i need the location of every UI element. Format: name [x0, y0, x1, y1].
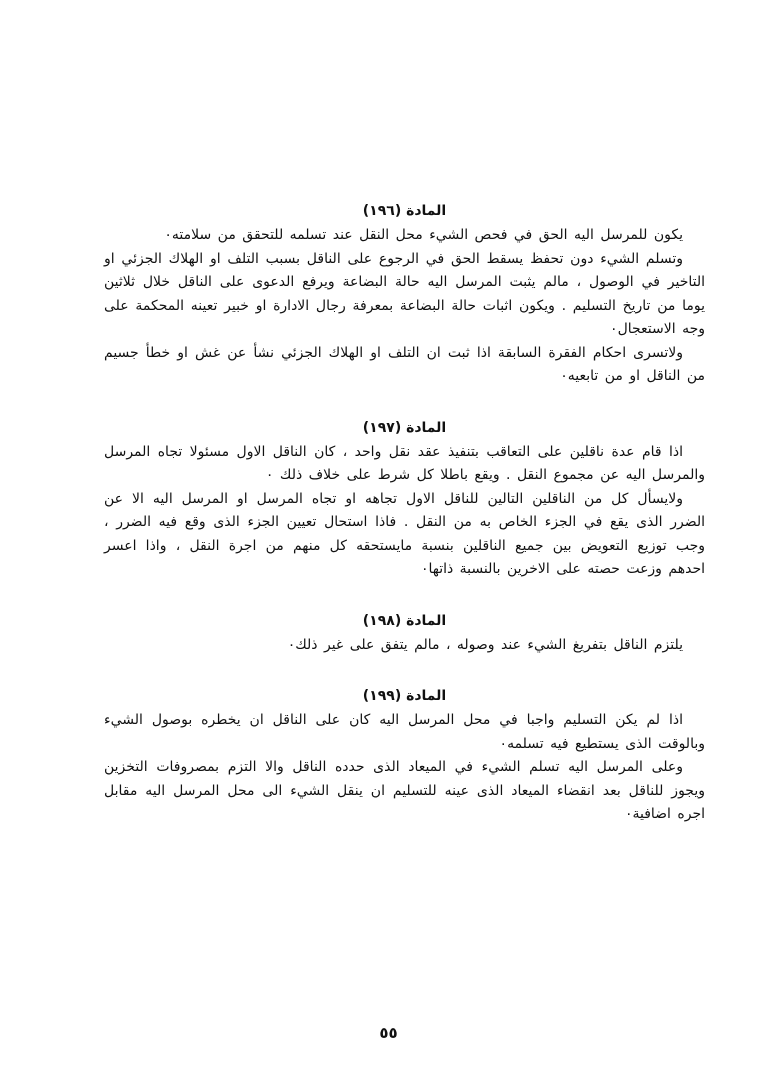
- article-paragraph: اذا قام عدة ناقلين على التعاقب بتنفيذ عقد نقل واحد ، كان الناقل الاول مسئولا تجاه المرسل والمرسل اليه عن مجموع النقل . ويقع باطلا كل شرط على خلاف ذلك ٠: [104, 443, 705, 483]
- article-198: [104, 610, 705, 658]
- article-heading: المادة (١٩٨): [362, 612, 447, 629]
- article-paragraph: وتسلم الشيء دون تحفظ يسقط الحق في الرجوع على الناقل بسبب التلف او الهلاك الجزئي او التاخير في الوصول ، مالم يثبت المرسل اليه حالة البضاعة ويرفع الدعوى على الناقل خلال ثلاثين يوما من تاريخ التسليم . ويكون اثبات حالة البضاعة بمعرفة رجال الادارة او خبير تعينه المحكمة على وجه الاستعجال٠: [104, 250, 705, 337]
- article-paragraph: يكون للمرسل اليه الحق في فحص الشيء محل النقل عند تسلمه للتحقق من سلامته٠: [164, 227, 683, 243]
- article-heading: المادة (١٩٧): [362, 419, 447, 436]
- article-paragraph: وعلى المرسل اليه تسلم الشيء في الميعاد الذى حدده الناقل والا التزم بمصروفات التخزين ويجوز للناقل بعد انقضاء الميعاد الذى عينه للتسليم ان ينقل الشيء الى محل المرسل اليه مقابل اجره اضافية٠: [104, 759, 705, 822]
- article-paragraph: اذا لم يكن التسليم واجبا في محل المرسل اليه كان على الناقل ان يخطره بوصول الشيء وبالوقت الذى يستطيع فيه تسلمه٠: [104, 712, 705, 752]
- page-content: [104, 200, 705, 827]
- article-heading: المادة (١٩٩): [362, 688, 447, 704]
- article-heading: المادة (١٩٦): [362, 203, 447, 219]
- article-196: [104, 200, 705, 389]
- article-paragraph: ولايسأل كل من الناقلين التالين للناقل الاول تجاهه او تجاه المرسل او المرسل اليه الا عن الضرر الذى يقع في الجزء الخاص به من النقل . فاذا استحال تعيين الجزء الذى وقع فيه الضرر ، وجب توزيع التعويض بين جميع الناقلين بنسبة مايستحقه كل منهم من اجرة النقل ، واذا اعسر احدهم وزعت حصته على الاخرين بالنسبة ذاتها٠: [104, 490, 705, 577]
- article-paragraph: ولاتسرى احكام الفقرة السابقة اذا ثبت ان التلف او الهلاك الجزئي نشأ عن غش او خطأ جسيم من الناقل او من تابعيه٠: [104, 344, 705, 384]
- article-paragraph: يلتزم الناقل بتفريغ الشيء عند وصوله ، مالم يتفق على غير ذلك٠: [287, 636, 683, 653]
- article-199: [104, 685, 705, 827]
- page-number: ٥٥: [379, 1024, 398, 1042]
- article-197: [104, 417, 705, 582]
